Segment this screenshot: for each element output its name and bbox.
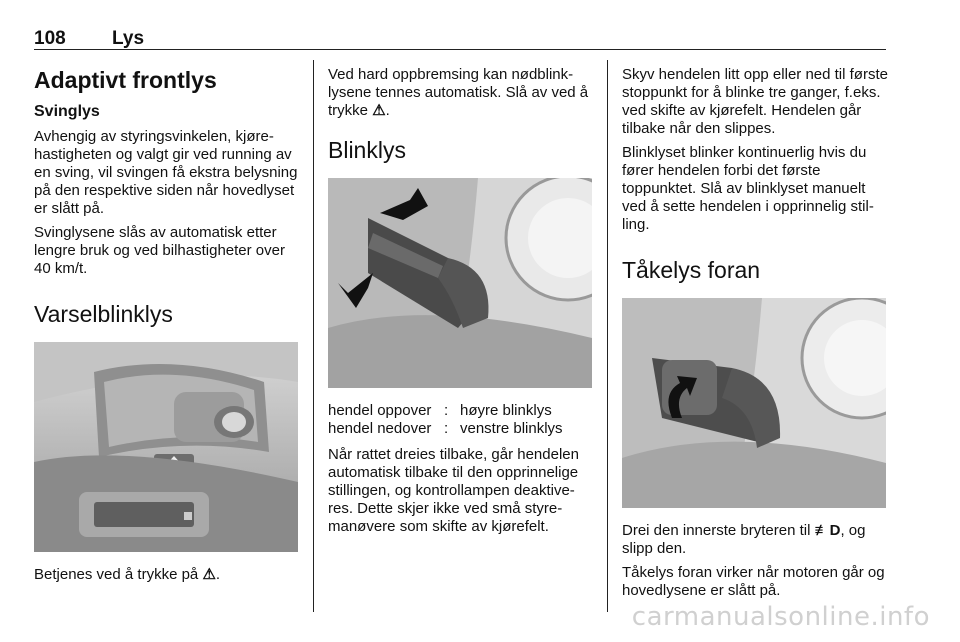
fog-light-switch-image (622, 298, 886, 508)
subsection-title: Svinglys (34, 103, 100, 120)
paragraph: Avhengig av styringsvinkelen, kjøre-hastigheten og valgt gir ved running av en sving, vil svingen få ekstra belysning på den respektive siden når hovedlyset er slått på. (34, 128, 298, 217)
column-divider (607, 60, 608, 612)
table-row: hendel nedover : venstre blinklys (328, 420, 563, 437)
section-heading: Blinklys (328, 137, 406, 163)
lever-function-table (328, 402, 594, 438)
chapter-title: Adaptivt frontlys (34, 67, 217, 93)
column-divider (313, 60, 314, 612)
section-heading: Varselblinklys (34, 301, 173, 327)
paragraph: Drei den innerste bryteren til ≢D, og slipp den. (622, 522, 866, 557)
paragraph: Skyv hendelen litt opp eller ned til første stoppunkt for å blinke tre ganger, f.eks. ved skifte av kjørefelt. Hendelen går tilbake når den slippes. (622, 66, 888, 137)
section-heading: Tåkelys foran (622, 257, 761, 283)
column-1 (34, 66, 300, 590)
paragraph: Svinglysene slås av automatisk etter lengre bruk og ved bilhastigheter over 40 km/t. (34, 224, 285, 277)
page-header (34, 28, 886, 50)
paragraph: Når rattet dreies tilbake, går hendelen automatisk tilbake til den opprinnelige stillingen, og kontrollampen deaktive-res. Dette skjer ikke ved små styre-manøvere som skifte av kjørefelt. (328, 446, 579, 535)
fog-light-icon: ≢D (814, 522, 841, 539)
watermark: carmanualsonline.info (631, 602, 930, 632)
page-number: 108 (34, 28, 66, 49)
image-caption: Betjenes ved å trykke på ⚠. (34, 566, 221, 583)
hazard-icon: ⚠ (372, 102, 386, 119)
column-2 (328, 66, 594, 542)
column-3 (622, 66, 888, 606)
section-title: Lys (112, 28, 145, 49)
turn-signal-lever-image (328, 178, 592, 388)
paragraph: Ved hard oppbremsing kan nødblink-lysene tennes automatisk. Slå av ved å trykke ⚠. (328, 66, 589, 119)
paragraph: Blinklyset blinker kontinuerlig hvis du fører hendelen forbi det første toppunktet. Slå av blinklyset manuelt ved å sette hendelen i opprinnelig stil-ling. (622, 144, 874, 233)
table-row: hendel oppover : høyre blinklys (328, 402, 552, 419)
paragraph: Tåkelys foran virker når motoren går og hovedlysene er slått på. (622, 564, 885, 599)
hazard-switch-image (34, 342, 298, 552)
hazard-icon: ⚠ (202, 566, 216, 583)
